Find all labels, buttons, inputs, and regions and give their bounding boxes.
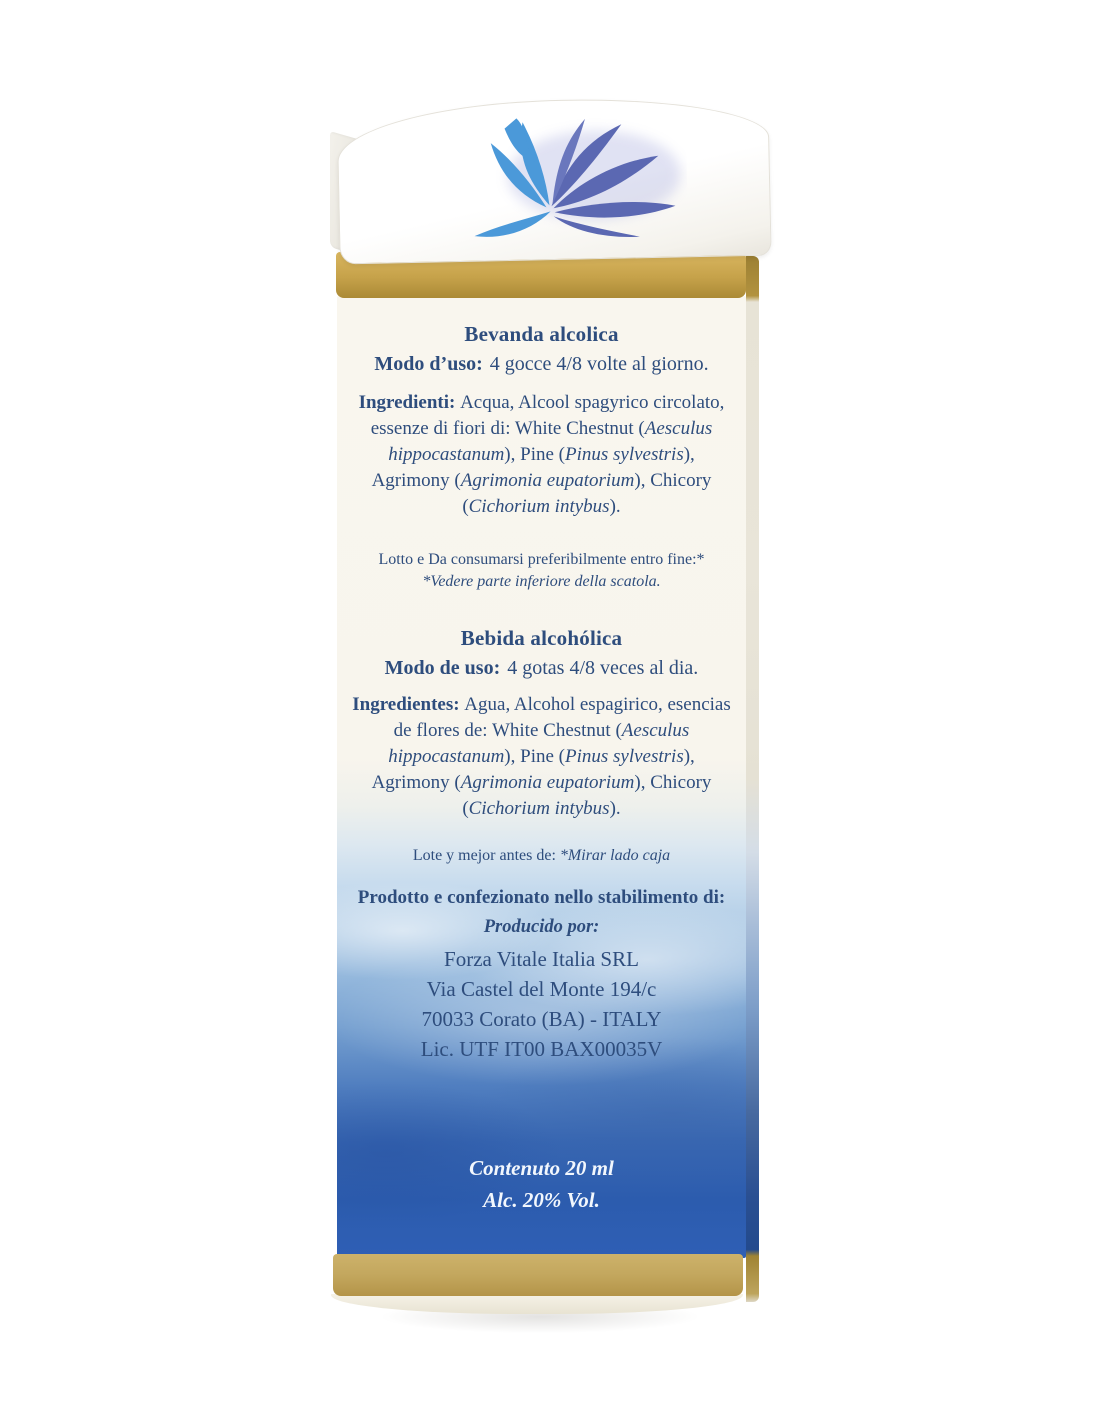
producer-city: 70033 Corato (BA) - ITALY <box>421 1007 662 1031</box>
producer-license: Lic. UTF IT00 BAX00035V <box>420 1037 663 1061</box>
gold-band-bottom <box>333 1254 743 1296</box>
box-top-flap <box>336 95 771 264</box>
usage-line-italian <box>337 353 746 376</box>
content-alcohol: Alc. 20% Vol. <box>483 1188 600 1212</box>
heading-italian: Bevanda alcolica <box>464 322 619 346</box>
lot-note-italian: *Vedere parte inferiore della scatola. <box>422 573 661 590</box>
producer-address-block <box>337 944 746 1064</box>
flower-logo <box>423 104 688 241</box>
box-front-panel <box>337 296 746 1258</box>
usage-text-spanish: 4 gotas 4/8 veces al dia. <box>507 657 699 679</box>
usage-label-spanish: Modo de uso: <box>384 657 501 679</box>
usage-line-spanish <box>337 657 746 680</box>
lot-line-italian: Lotto e Da consumarsi preferibilmente entro fine:* <box>378 551 705 568</box>
content-volume: Contenuto 20 ml <box>469 1156 614 1180</box>
lot-line-spanish: Lote y mejor antes de: *Mirar lado caja <box>412 847 671 864</box>
producer-by: Producido por: <box>483 917 600 937</box>
box-right-side-panel <box>746 256 759 1302</box>
content-volume-block <box>337 1152 746 1216</box>
logo-light-petals <box>472 118 551 237</box>
ingredients-italian: Ingredienti: Acqua, Alcool spagyrico circolato, essenze di fiori di: White Chestnut (Aesculus hippocastanum), Pine (Pinus sylvestris), Agrimony (Agrimonia eupatorium), Chicory (Cichorium intybus). <box>358 392 725 517</box>
producer-name: Forza Vitale Italia SRL <box>444 947 639 971</box>
producer-intro: Prodotto e confezionato nello stabilimento di: <box>357 887 726 908</box>
producer-street: Via Castel del Monte 194/c <box>426 977 657 1001</box>
heading-spanish: Bebida alcohólica <box>460 626 623 650</box>
ingredients-spanish: Ingredientes: Agua, Alcohol espagirico, esencias de flores de: White Chestnut (Aesculus hippocastanum), Pine (Pinus sylvestris), Agrimony (Agrimonia eupatorium), Chicory (Cichorium intybus). <box>352 694 731 819</box>
usage-label-italian: Modo d’uso: <box>374 353 483 375</box>
usage-text-italian: 4 gocce 4/8 volte al giorno. <box>489 353 709 375</box>
